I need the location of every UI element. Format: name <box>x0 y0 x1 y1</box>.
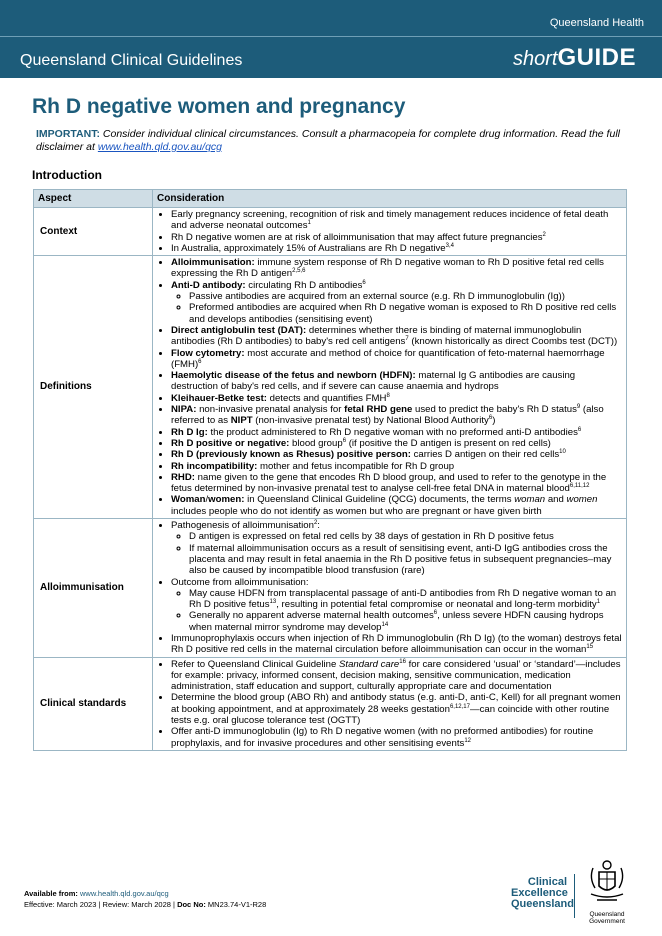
banner-divider <box>0 36 662 37</box>
section-heading: Introduction <box>32 168 102 182</box>
consideration-alloimmunisation <box>153 519 627 658</box>
consideration-context <box>153 208 627 256</box>
list-item: • Haemolytic disease of the fetus and newborn (HDFN): maternal Ig G antibodies are causing destruction of baby's red cells, and if severe can cause anaemia and hydrops <box>171 370 622 393</box>
list-item: ◦ Preformed antibodies are acquired when Rh D negative woman is exposed to Rh D positive red cells and develops antibodies (sensitising event) <box>189 302 622 325</box>
list-item: • RHD: name given to the gene that encodes Rh D blood group, and used to refer to the genotype in the fetus determined by non-invasive prenatal test to analyse cell-free fetal DNA in maternal blood$^{6,11,12}$ <box>171 472 622 495</box>
aspect-definitions: Definitions <box>34 256 153 519</box>
list-item: • Refer to Queensland Clinical Guideline Standard care$^{16}$ for care considered ‘usual’ or ‘standard’—includes for example: privacy, informed consent, decision making, sensitive communication, medication administration, staff education and support, culturally appropriate care and documentation <box>171 659 622 693</box>
list-item: • Outcome from alloimmunisation: ◦ May cause HDFN from transplacental passage of anti-D antibodies from Rh D negative woman to an Rh D positive fetus$^{13}$, resulting in potential fetal compromise or neonatal and long-term morbidity$^1$ ◦ Generally no apparent adverse maternal health outcomes$^6$, unless severe HDFN causing hydrops when maternal mirror syndrome may develop$^{14}$ <box>171 577 622 633</box>
list-item: • Anti-D antibody: circulating Rh D antibodies$^6$ ◦ Passive antibodies are acquired from an external source (e.g. Rh D immunoglobulin (Ig)) ◦ Preformed antibodies are acquired when Rh D negative woman is exposed to Rh D positive red cells and develops antibodies (sensitising event) <box>171 280 622 325</box>
list-item: • Rh incompatibility: mother and fetus incompatible for Rh D group <box>171 461 622 472</box>
short-guide-logo: shortGUIDE <box>513 44 636 71</box>
list-item: ◦ May cause HDFN from transplacental passage of anti-D antibodies from Rh D negative woman to an Rh D positive fetus$^{13}$, resulting in potential fetal compromise or neonatal and long-term morbidity$^1$ <box>189 588 622 611</box>
list-item: • Alloimmunisation: immune system response of Rh D negative woman to Rh D positive fetal red cells expressing the Rh D antigen$^{2,5,6}$ <box>171 257 622 280</box>
list-item: • Immunoprophylaxis occurs when injection of Rh D immunoglobulin (Rh D Ig) (to the woman) destroys fetal Rh D positive red cells in the maternal circulation before alloimmunisation can occur in the woman$^{15}$ <box>171 633 622 656</box>
column-header-aspect: Aspect <box>34 190 153 208</box>
aspect-context: Context <box>34 208 153 256</box>
disclaimer-link[interactable]: www.health.qld.gov.au/qcg <box>97 140 222 153</box>
list-item: • Rh D negative women are at risk of alloimmunisation that may affect future pregnancies$^2$ <box>171 232 622 243</box>
list-item: ◦ Generally no apparent adverse maternal health outcomes$^6$, unless severe HDFN causing hydrops when maternal mirror syndrome may develop$^{14}$ <box>189 610 622 633</box>
page-title: Rh D negative women and pregnancy <box>32 95 406 118</box>
table-row-definitions <box>34 256 627 519</box>
list-item: • NIPA: non-invasive prenatal analysis for fetal RHD gene used to predict the baby's Rh D status$^9$ (also referred to as NIPT (non-invasive prenatal test) by National Blood Authority$^6$) <box>171 404 622 427</box>
consideration-clinical-standards <box>153 657 627 750</box>
header-banner <box>0 0 662 78</box>
coat-of-arms-icon <box>585 856 629 906</box>
list-item: • Rh D (previously known as Rhesus) positive person: carries D antigen on their red cells$^{10}$ <box>171 449 622 460</box>
list-item: • Determine the blood group (ABO Rh) and antibody status (e.g. anti-D, anti-C, Kell) for all pregnant women at booking appointment, and at approximately 28 weeks gestation$^{6,12,17}$—can coincide with other routine tests e.g. oral glucose tolerance test (OGTT) <box>171 692 622 726</box>
list-item: ◦ D antigen is expressed on fetal red cells by 38 days of gestation in Rh D positive fetus <box>189 531 622 542</box>
table-header-row <box>34 190 627 208</box>
table-row-clinical-standards <box>34 657 627 750</box>
list-item: • Rh D Ig: the product administered to Rh D negative woman with no preformed anti-D antibodies$^6$ <box>171 427 622 438</box>
list-item: • Woman/women: in Queensland Clinical Guideline (QCG) documents, the terms woman and women includes people who do not identify as women but who are pregnant or have given birth <box>171 494 622 517</box>
list-item: • Pathogenesis of alloimmunisation$^2$: ◦ D antigen is expressed on fetal red cells by 38 days of gestation in Rh D positive fetus ◦ If maternal alloimmunisation occurs as a result of sensitising event, anti-D IgG antibodies cross the placenta and may result in fetal anaemia in the Rh D positive fetus in subsequent pregnancies–may also be caused by incompatible blood transfusion (rare) <box>171 520 622 576</box>
important-label: IMPORTANT: <box>36 128 100 140</box>
program-name: Queensland Clinical Guidelines <box>20 52 243 69</box>
list-item: • Rh D positive or negative: blood group$^6$ (if positive the D antigen is present on red cells) <box>171 438 622 449</box>
table-row-alloimmunisation <box>34 519 627 658</box>
important-notice <box>36 128 636 153</box>
list-item: • In Australia, approximately 15% of Australians are Rh D negative$^{3,4}$ <box>171 243 622 254</box>
footer-url-link[interactable]: www.health.qld.gov.au/qcg <box>80 889 169 898</box>
footer-meta: Effective: March 2023 | Review: March 2028 | Doc No: MN23.74-V1-R28 <box>24 900 267 909</box>
list-item: • Early pregnancy screening, recognition of risk and timely management reduces incidence of fetal death and adverse neonatal outcomes$^1$ <box>171 209 622 232</box>
introduction-table <box>33 189 627 751</box>
column-header-consideration: Consideration <box>153 190 627 208</box>
aspect-alloimmunisation: Alloimmunisation <box>34 519 153 658</box>
consideration-definitions <box>153 256 627 519</box>
clinical-excellence-logo: Clinical Excellence Queensland <box>511 876 574 910</box>
list-item: ◦ Passive antibodies are acquired from an external source (e.g. Rh D immunoglobulin (Ig)) <box>189 291 622 302</box>
table-row-context <box>34 208 627 256</box>
footer-availability: Available from: www.health.qld.gov.au/qcg <box>24 889 169 898</box>
list-item: • Kleihauer-Betke test: detects and quantifies FMH$^8$ <box>171 393 622 404</box>
important-text: Consider individual clinical circumstances. Consult a pharmacopeia for complete drug information. Read the full disclaimer at <box>36 128 620 153</box>
list-item: • Flow cytometry: most accurate and method of choice for quantification of feto-maternal haemorrhage (FMH)$^6$ <box>171 348 622 371</box>
queensland-government-logo: Queensland Government <box>579 856 635 925</box>
list-item: • Direct antiglobulin test (DAT): determines whether there is binding of maternal immunoglobulin antibodies (Rh D antibodies) to baby's red cell antigens$^7$ (known historically as direct Coombs test (DCT)) <box>171 325 622 348</box>
list-item: • Offer anti-D immunoglobulin (Ig) to Rh D negative women (with no preformed antibodies) for routine prophylaxis, and for invasive procedures and other sensitising events$^{12}$ <box>171 726 622 749</box>
aspect-clinical-standards: Clinical standards <box>34 657 153 750</box>
footer <box>24 888 266 910</box>
list-item: ◦ If maternal alloimmunisation occurs as a result of sensitising event, anti-D IgG antibodies cross the placenta and may result in fetal anaemia in the Rh D positive fetus in subsequent pregnancies–may also be caused by incompatible blood transfusion (rare) <box>189 543 622 577</box>
org-name: Queensland Health <box>549 17 644 29</box>
logo-divider <box>574 874 575 918</box>
